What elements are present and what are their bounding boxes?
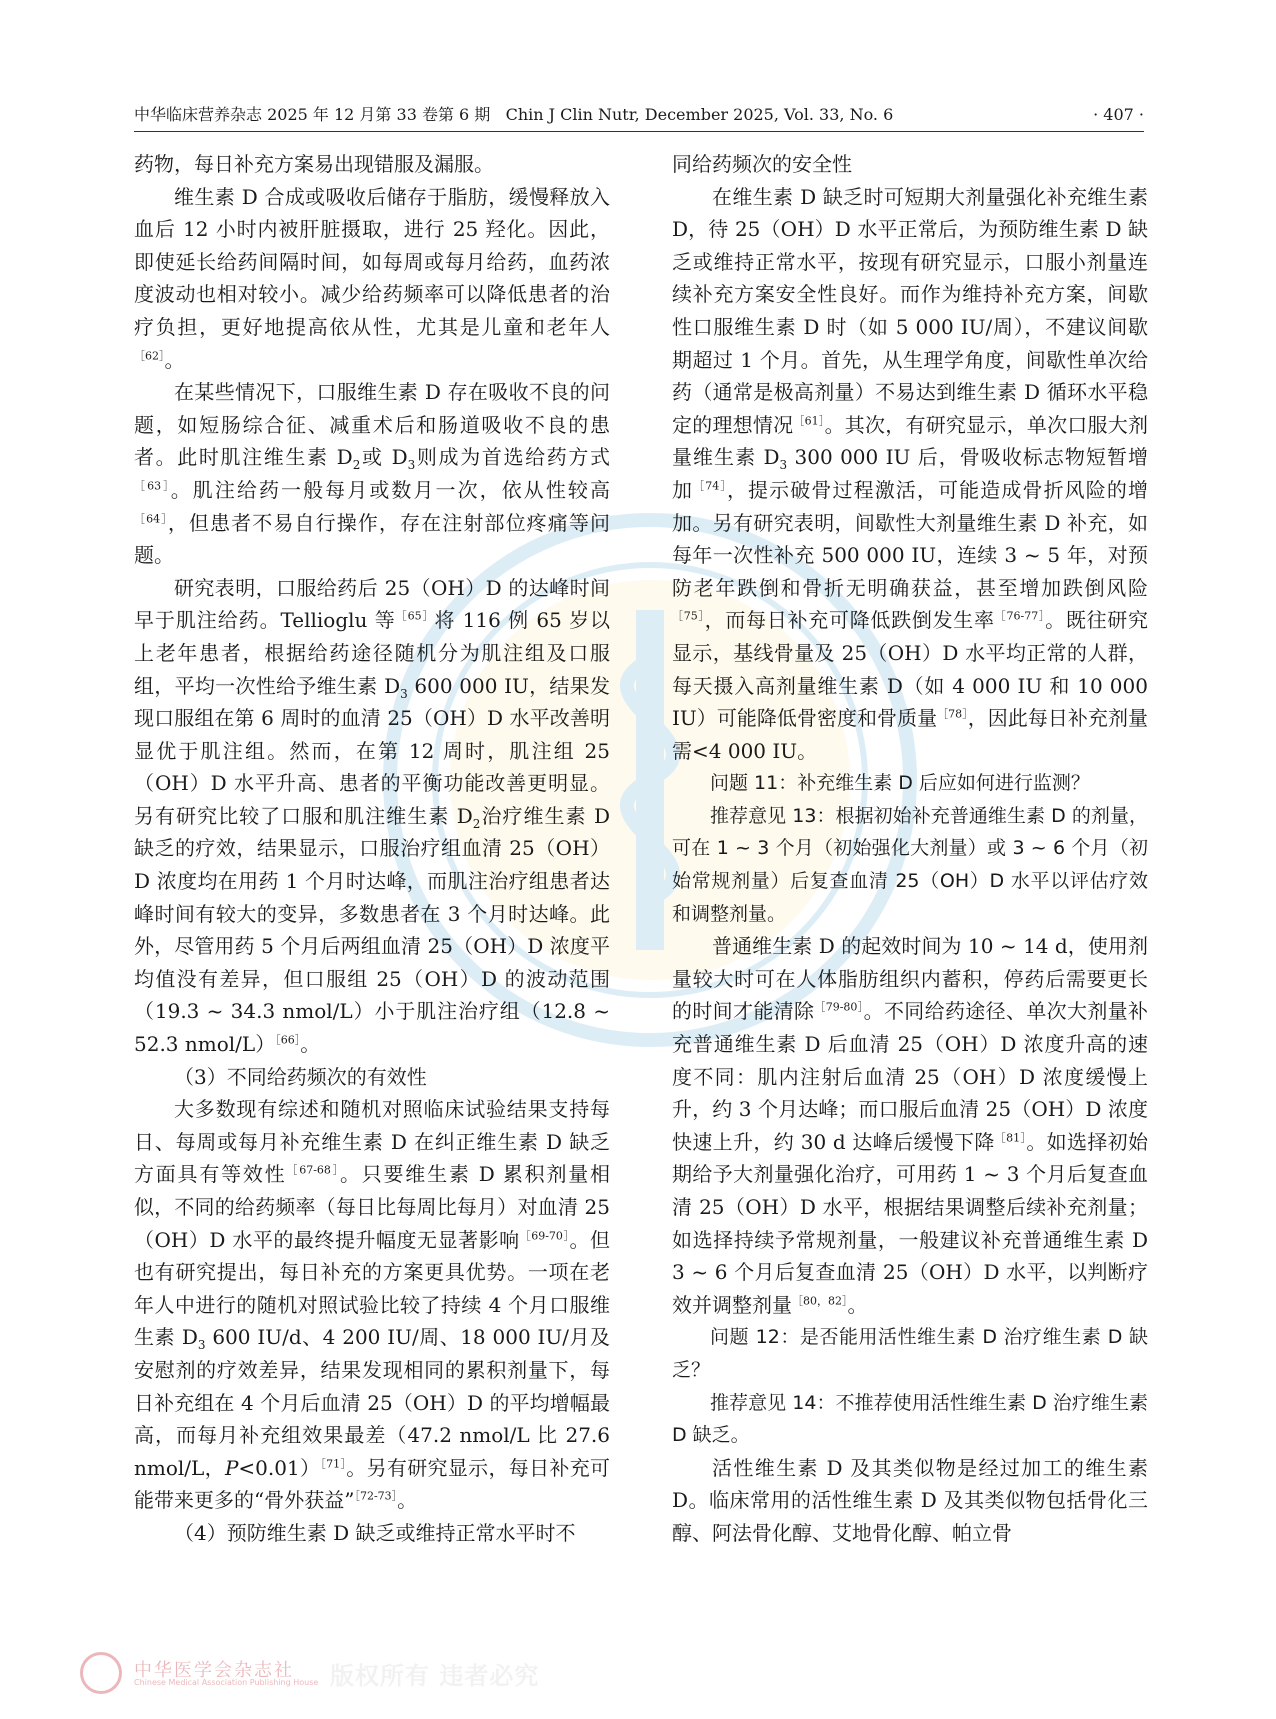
paragraph: 活性维生素 D 及其类似物是经过加工的维生素 D。临床常用的活性维生素 D 及其类似物包括骨化三醇、阿法骨化醇、艾地骨化醇、帕立骨 — [672, 1455, 1148, 1545]
journal-name-en: Chin J Clin Nutr, December 2025, Vol. 33, No. 6 — [505, 105, 894, 124]
citation: ［69-70］ — [519, 1228, 570, 1242]
paragraph: 大多数现有综述和随机对照临床试验结果支持每日、每周或每月补充维生素 D 在纠正维生素 D 缺乏方面具有等效性$^{[67-68]}$。只要维生素 D 累积剂量相似，不同的给药频率（每日比每周比每月）对血清 25（OH）D 水平的最终提升幅度无显著影响$^{[69-70]}$。但也有研究提出，每日补充的方案更具优势。一项在老年人中进行的随机对照试验比较了持续 4 个月口服维生素 $D_3$ 600 IU/d、4 200 IU/周、18 000 IU/月及安慰剂的疗效差异，结果发现相同的累积剂量下，每日补充组在 4 个月后血清 25（OH）D 的平均增幅最高，而每月补充组效果最差（47.2 nmol/L 比 27.6 nmol/L，P<0.01）$^{[71]}$。另有研究显示，每日补充可能带来更多的“骨外获益”$^{[72-73]}$。 — [134, 1097, 611, 1513]
citation: ［61］ — [793, 414, 825, 428]
citation: ［80，82］ — [792, 1294, 848, 1308]
citation: ［74］ — [693, 479, 727, 493]
paragraph: 在维生素 D 缺乏时可短期大剂量强化补充维生素 D，待 25（OH）D 水平正常后，为预防维生素 D 缺乏或维持正常水平，按现有研究显示，口服小剂量连续补充方案安全性良好。而作为维持补充方案，间歇性口服维生素 D 时（如 5 000 IU/周），不建议间歇期超过 1 个月。首先，从生理学角度，间歇性单次给药（通常是极高剂量）不易达到维生素 D 循环水平稳定的理想情况$^{[61]}$。其次，有研究显示，单次口服大剂量维生素 $D_3$ 300 000 IU 后，骨吸收标志物短暂增加$^{[74]}$，提示破骨过程激活，可能造成骨折风险的增加。另有研究表明，间歇性大剂量维生素 D 补充，如每年一次性补充 500 000 IU，连续 3 ~ 5 年，对预防老年跌倒和骨折无明确获益，甚至增加跌倒风险$^{[75]}$，而每日补充可降低跌倒发生率$^{[76-77]}$。既往研究显示，基线骨量及 25（OH）D 水平均正常的人群，每天摄入高剂量维生素 D（如 4 000 IU 和 10 000 IU）可能降低骨密度和骨质量$^{[78]}$，因此每日补充剂量需<4 000 IU。 — [672, 184, 1149, 763]
publisher-logo — [80, 1652, 540, 1692]
citation: ［67-68］ — [286, 1163, 340, 1177]
citation: ［63］ — [134, 479, 171, 493]
citation: ［75］ — [672, 609, 705, 623]
paragraph: 普通维生素 D 的起效时间为 10 ~ 14 d，使用剂量较大时可在人体脂肪组织内蓄积，停药后需要更长的时间才能清除$^{[79-80]}$。不同给药途径、单次大剂量补充普通维生素 D 后血清 25（OH）D 浓度升高的速度不同：肌内注射后血清 25（OH）D 浓度缓慢上升，约 3 个月达峰；而口服后血清 25（OH）D 浓度快速上升，约 30 d 达峰后缓慢下降$^{[81]}$。如选择初始期给予大剂量强化治疗，可用药 1 ~ 3 个月后复查血清 25（OH）D 水平，根据结果调整后续补充剂量；如选择持续予常规剂量，一般建议补充普通维生素 D 3 ~ 6 个月后复查血清 25（OH）D 水平，以判断疗效并调整剂量$^{[80,82]}$。 — [672, 934, 1149, 1317]
question-heading: 问题 12：是否能用活性维生素 D 治疗维生素 D 缺乏？ — [672, 1326, 1148, 1381]
publisher-name: 中华医学会杂志社 — [134, 1660, 294, 1681]
recommendation: 推荐意见 14：不推荐使用活性维生素 D 治疗维生素 D 缺乏。 — [672, 1391, 1148, 1447]
section-heading: （4）预防维生素 D 缺乏或维持正常水平时不 — [174, 1520, 576, 1545]
paragraph: 药物，每日补充方案易出现错服及漏服。 — [134, 152, 494, 176]
page-number: · 407 · — [1093, 105, 1144, 124]
citation: ［81］ — [994, 1131, 1027, 1145]
citation: ［71］ — [320, 1457, 347, 1471]
citation: ［76-77］ — [994, 609, 1046, 623]
paragraph: 研究表明，口服给药后 25（OH）D 的达峰时间早于肌注给药。Tellioglu 等$^{[65]}$将 116 例 65 岁以上老年患者，根据给药途径随机分为肌注组及口服组，平均一次性给予维生素 $D_3$ 600 000 IU，结果发现口服组在第 6 周时的血清 25（OH）D 水平改善明显优于肌注组。然而，在第 12 周时，肌注组 25（OH）D 水平升高、患者的平衡功能改善更明显。另有研究比较了口服和肌注维生素 $D_2$治疗维生素 D 缺乏的疗效，结果显示，口服治疗组血清 25（OH）D 浓度均在用药 1 个月时达峰，而肌注治疗组患者达峰时间有较大的变异，多数患者在 3 个月时达峰。此外，尽管用药 5 个月后两组血清 25（OH）D 浓度平均值没有差异，但口服组 25（OH）D 的波动范围（19.3 ~ 34.3 nmol/L）小于肌注治疗组（12.8 ~ 52.3 nmol/L）$^{[66]}$。 — [134, 575, 611, 1057]
citation: ［72-73］ — [354, 1489, 398, 1503]
left-column — [134, 148, 610, 1550]
paragraph: 维生素 D 合成或吸收后储存于脂肪，缓慢释放入血后 12 小时内被肝脏摄取，进行 25 羟化。因此，即使延长给药间隔时间，如每周或每月给药，血药浓度波动也相对较小。减少给药频率可以降低患者的治疗负担，更好地提高依从性，尤其是儿童和老年人$^{[62]}$。 — [134, 184, 610, 372]
journal-citation — [134, 104, 893, 126]
citation: ［78］ — [937, 707, 968, 721]
paragraph: 在某些情况下，口服维生素 D 存在吸收不良的问题，如短肠综合征、减重术后和肠道吸收不良的患者。此时肌注维生素 $D_2$或 $D_3$则成为首选给药方式$^{[63]}$。肌注给药一般每月或数月一次，依从性较高$^{[64]}$，但患者不易自行操作，存在注射部位疼痛等问题。 — [134, 380, 611, 568]
running-header — [134, 104, 1144, 132]
section-heading: （3）不同给药频次的有效性 — [174, 1064, 427, 1089]
right-column — [672, 148, 1148, 1550]
journal-name-cn: 中华临床营养杂志 2025 年 12 月第 33 卷第 6 期 — [134, 105, 491, 124]
citation: ［79-80］ — [814, 1000, 864, 1014]
publisher-name-en: Chinese Medical Association Publishing House — [134, 1678, 319, 1687]
citation: ［64］ — [134, 511, 168, 525]
publisher-seal-icon — [80, 1652, 122, 1694]
header-rule — [134, 131, 1144, 132]
section-heading-continued: 同给药频次的安全性 — [672, 152, 852, 176]
copyright-slogan: 版权所有 违者必究 — [330, 1662, 540, 1690]
citation: ［66］ — [275, 1033, 301, 1047]
citation: ［62］ — [134, 348, 165, 362]
citation: ［65］ — [395, 609, 435, 623]
recommendation: 推荐意见 13：根据初始补充普通维生素 D 的剂量，可在 1 ~ 3 个月（初始强化大剂量）或 3 ~ 6 个月（初始常规剂量）后复查血清 25（OH）D 水平以评估疗效和调整剂量。 — [672, 804, 1148, 925]
question-heading: 问题 11：补充维生素 D 后应如何进行监测？ — [710, 772, 1090, 795]
